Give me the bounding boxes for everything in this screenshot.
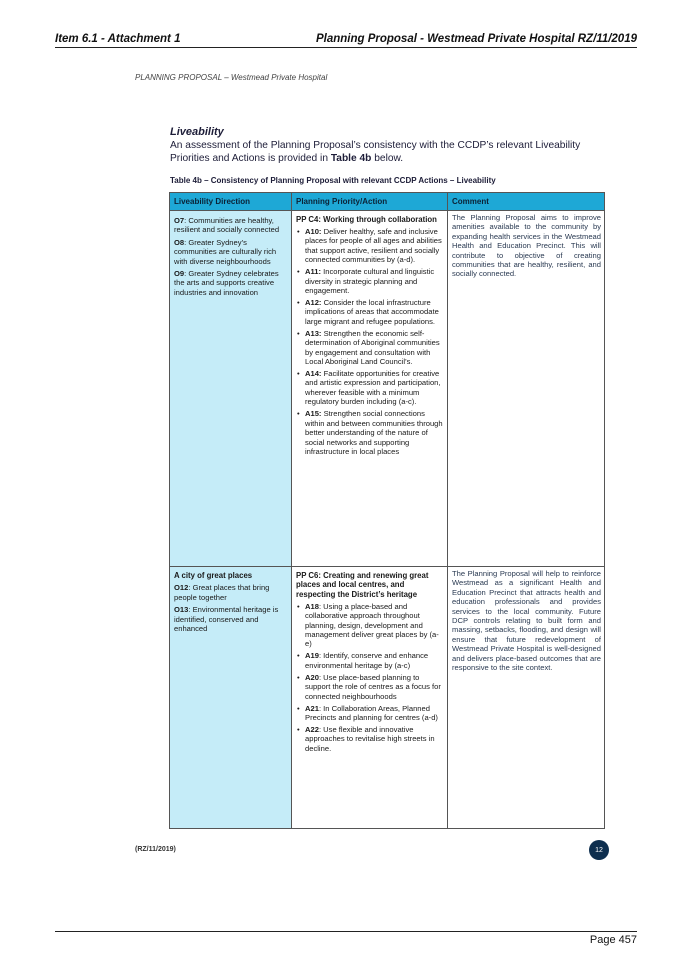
action-text: : Use place-based planning to support the role of centres as a focus for connected neighbourhoods [305, 672, 441, 701]
column-header-direction: Liveability Direction [170, 193, 292, 211]
action-code: A21 [305, 703, 319, 713]
comment-cell: The Planning Proposal aims to improve amenities available to the community by expanding health services in the Westmead Health and Education Precinct. This will contribute to objective of creating communities that are healthy, resilient, and socially connected. [448, 211, 605, 567]
priority-cell [292, 567, 448, 829]
action-code: A19 [305, 651, 319, 661]
action-code: A20 [305, 672, 319, 682]
action-code: A18 [305, 601, 319, 611]
running-head: PLANNING PROPOSAL – Westmead Private Hospital [135, 73, 328, 82]
action-text: Strengthen the economic self-determination of Aboriginal communities by engagement and consultation with Local Aboriginal Land Council’s. [305, 328, 440, 367]
column-header-priority: Planning Priority/Action [292, 193, 448, 211]
direction-item [174, 583, 288, 602]
table-row [170, 211, 605, 567]
action-item [296, 369, 444, 407]
direction-item [174, 605, 288, 633]
action-text: : In Collaboration Areas, Planned Precincts and planning for centres (a-d) [305, 703, 438, 723]
direction-code: O13 [174, 605, 189, 615]
intro-paragraph [170, 140, 610, 165]
intro-table-ref: Table 4b [330, 152, 372, 164]
direction-code: O8 [174, 237, 185, 247]
page-header [55, 33, 637, 47]
action-text: Deliver healthy, safe and inclusive places for people of all ages and abilities that support active, resilient and socially connected communities by (a-d). [305, 227, 442, 265]
action-item [296, 329, 444, 367]
direction-text: : Environmental heritage is identified, conserved and enhanced [174, 605, 279, 634]
action-code: A10: [305, 227, 322, 236]
intro-end: below. [371, 152, 404, 164]
direction-code: O7 [174, 216, 185, 225]
action-item [296, 704, 444, 723]
action-item [296, 602, 444, 649]
action-item [296, 267, 444, 295]
consistency-table [169, 192, 605, 829]
direction-heading: A city of great places [174, 571, 253, 580]
direction-item [174, 269, 288, 297]
direction-cell [170, 211, 292, 567]
action-code: A13: [305, 328, 322, 338]
intro-text: An assessment of the Planning Proposal’s consistency with the CCDP’s relevant Liveability Priorities and Actions is provided in [170, 140, 581, 164]
footer-reference-code: (RZ/11/2019) [135, 846, 176, 853]
priority-heading: PP C6: Creating and renewing great places and local centres, and respecting the District’s heritage [296, 571, 429, 599]
direction-text: : Great places that bring people together [174, 583, 270, 602]
action-list [296, 602, 444, 753]
table-caption: Table 4b – Consistency of Planning Proposal with relevant CCDP Actions – Liveability [170, 176, 496, 185]
comment-cell: The Planning Proposal will help to reinforce Westmead as a significant Health and Education Precinct that attracts health and education professionals and provides services to the local community. Future DCP controls relating to built form and massing, setbacks, flooding, and design will ensure that future redevelopment of Westmead Private Hospital is well-designed and delivers place-based outcomes that are responsive to the site context. [448, 567, 605, 829]
footer-rule [55, 931, 637, 932]
action-text: : Use flexible and innovative approaches to revitalise high streets in decline. [305, 725, 435, 753]
direction-item [174, 238, 288, 266]
action-code: A11: [305, 267, 322, 277]
direction-code: O12 [174, 583, 189, 593]
direction-cell [170, 567, 292, 829]
action-text: : Identify, conserve and enhance environmental heritage by (a-c) [305, 651, 429, 670]
priority-cell [292, 211, 448, 567]
action-item [296, 298, 444, 326]
header-rule [55, 47, 637, 48]
page-number: Page 457 [589, 934, 637, 946]
direction-text: : Greater Sydney’s communities are culturally rich with diverse neighbourhoods [174, 237, 277, 266]
direction-code: O9 [174, 269, 185, 279]
action-text: Strengthen social connections within and between communities through better understanding of the nature of social networks and supporting infrastructure in local places [305, 409, 443, 456]
direction-text: : Communities are healthy, resilient and socially connected [174, 216, 280, 235]
action-text: Consider the local infrastructure implications of areas that accommodate large migrant and refugee populations. [305, 298, 439, 326]
action-item [296, 651, 444, 670]
action-text: Incorporate cultural and linguistic diversity in strategic planning and engagement. [305, 267, 435, 296]
direction-item [174, 216, 288, 235]
priority-heading: PP C4: Working through collaboration [296, 215, 437, 224]
action-text: : Using a place-based and collaborative approach throughout planning, design, development and management deliver great places by (a-e) [305, 601, 439, 649]
section-title: Liveability [170, 126, 224, 138]
action-code: A15: [305, 409, 322, 419]
table-header-row [170, 193, 605, 211]
page-number-badge: 12 [589, 840, 609, 860]
action-code: A12: [305, 298, 322, 308]
table-row [170, 567, 605, 829]
action-item [296, 227, 444, 265]
action-item [296, 673, 444, 701]
header-left: Item 6.1 - Attachment 1 [55, 33, 181, 45]
action-code: A22 [305, 725, 319, 735]
column-header-comment: Comment [448, 193, 605, 211]
action-text: Facilitate opportunities for creative and artistic expression and participation, wherever feasible with a minimum regulatory burden including (a-c). [305, 369, 441, 407]
action-code: A14: [305, 369, 322, 379]
action-list [296, 227, 444, 456]
action-item [296, 409, 444, 456]
header-right: Planning Proposal - Westmead Private Hospital RZ/11/2019 [315, 33, 637, 45]
action-item [296, 725, 444, 753]
direction-text: : Greater Sydney celebrates the arts and supports creative industries and innovation [174, 269, 279, 297]
